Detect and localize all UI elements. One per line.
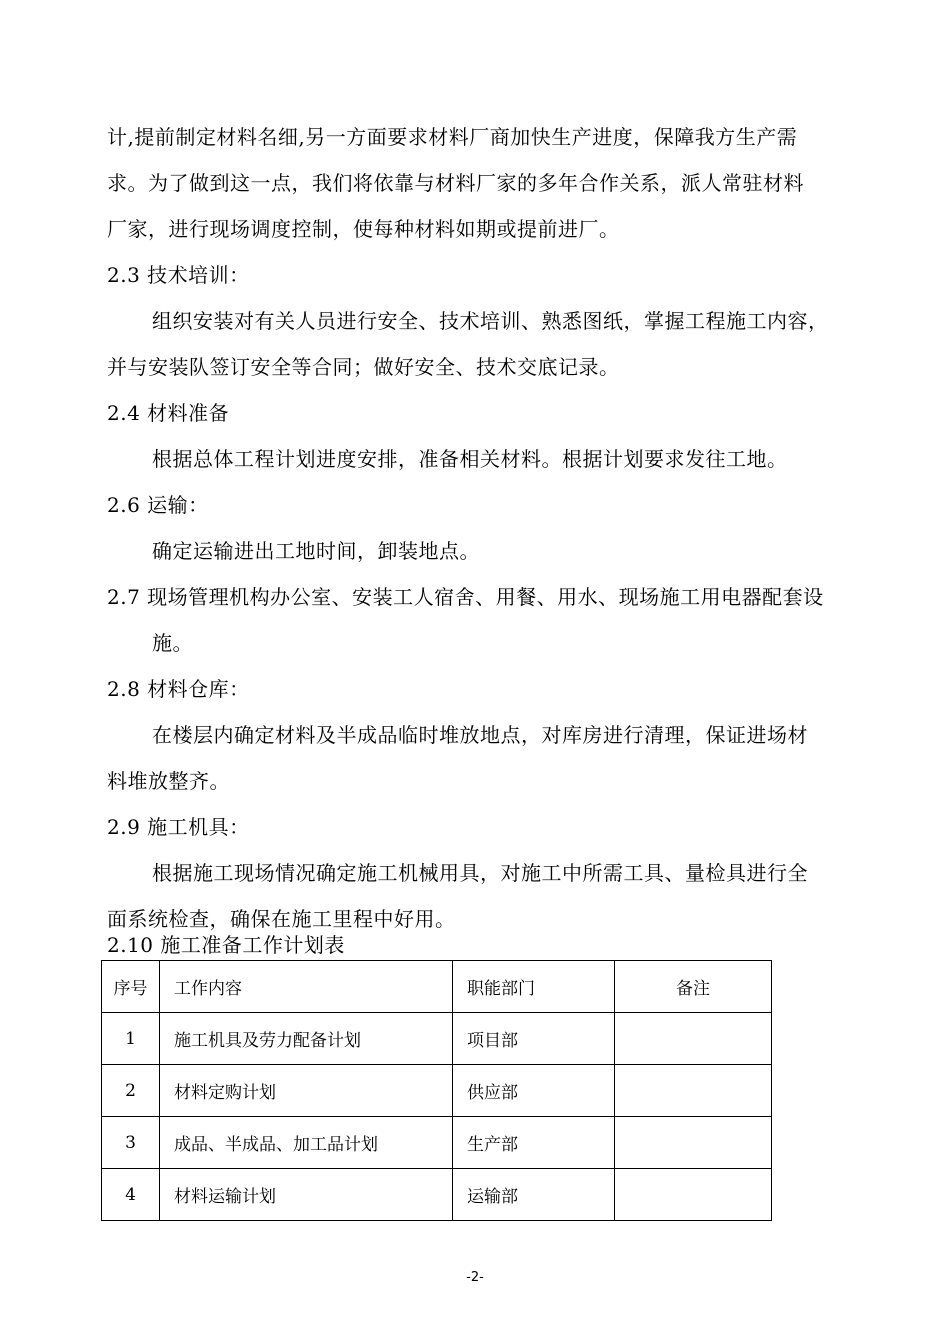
cell-serial: 1	[102, 1013, 160, 1065]
section-heading-2-8: 2.8 材料仓库：	[107, 677, 250, 701]
page-number: -2-	[466, 1270, 484, 1285]
cell-content: 材料定购计划	[160, 1065, 453, 1117]
cell-department: 项目部	[453, 1013, 615, 1065]
section-heading-2-6: 2.6 运输：	[107, 493, 209, 517]
cell-serial: 2	[102, 1065, 160, 1117]
section-heading-2-4: 2.4 材料准备	[107, 401, 230, 425]
header-serial: 序号	[102, 961, 160, 1013]
cell-content: 材料运输计划	[160, 1169, 453, 1221]
table-row	[102, 1065, 772, 1117]
cell-remarks	[615, 1117, 772, 1169]
paragraph-line: 求。为了做到这一点，我们将依靠与材料厂家的多年合作关系，派人常驻材料	[107, 171, 804, 195]
paragraph-line: 组织安装对有关人员进行安全、技术培训、熟悉图纸，掌握工程施工内容，	[152, 309, 829, 333]
work-plan-table	[101, 960, 772, 1221]
table-header-row	[102, 961, 772, 1013]
paragraph-line: 并与安装队签订安全等合同；做好安全、技术交底记录。	[107, 355, 620, 379]
paragraph-line: 面系统检查，确保在施工里程中好用。	[107, 907, 456, 931]
header-remarks: 备注	[615, 961, 772, 1013]
cell-content: 成品、半成品、加工品计划	[160, 1117, 453, 1169]
table-row	[102, 1013, 772, 1065]
cell-serial: 3	[102, 1117, 160, 1169]
section-heading-2-9: 2.9 施工机具：	[107, 815, 250, 839]
paragraph-line: 计,提前制定材料名细,另一方面要求材料厂商加快生产进度，保障我方生产需	[107, 125, 798, 149]
cell-serial: 4	[102, 1169, 160, 1221]
paragraph-line: 厂家，进行现场调度控制，使每种材料如期或提前进厂。	[107, 217, 620, 241]
cell-remarks	[615, 1013, 772, 1065]
cell-content: 施工机具及劳力配备计划	[160, 1013, 453, 1065]
paragraph-line: 确定运输进出工地时间，卸装地点。	[152, 539, 480, 563]
cell-department: 运输部	[453, 1169, 615, 1221]
cell-remarks	[615, 1065, 772, 1117]
header-content: 工作内容	[160, 961, 453, 1013]
cell-department: 供应部	[453, 1065, 615, 1117]
cell-remarks	[615, 1169, 772, 1221]
paragraph-line: 在楼层内确定材料及半成品临时堆放地点，对库房进行清理，保证进场材	[152, 723, 808, 747]
header-department: 职能部门	[453, 961, 615, 1013]
paragraph-line: 根据施工现场情况确定施工机械用具，对施工中所需工具、量检具进行全	[152, 861, 808, 885]
section-heading-2-3: 2.3 技术培训：	[107, 263, 250, 287]
cell-department: 生产部	[453, 1117, 615, 1169]
table-row	[102, 1117, 772, 1169]
table-row	[102, 1169, 772, 1221]
paragraph-line: 根据总体工程计划进度安排，准备相关材料。根据计划要求发往工地。	[152, 447, 788, 471]
section-heading-2-7: 2.7 现场管理机构办公室、安装工人宿舍、用餐、用水、现场施工用电器配套设	[107, 585, 824, 609]
section-heading-2-10: 2.10 施工准备工作计划表	[107, 933, 345, 957]
paragraph-line: 施。	[152, 631, 193, 655]
paragraph-line: 料堆放整齐。	[107, 769, 230, 793]
